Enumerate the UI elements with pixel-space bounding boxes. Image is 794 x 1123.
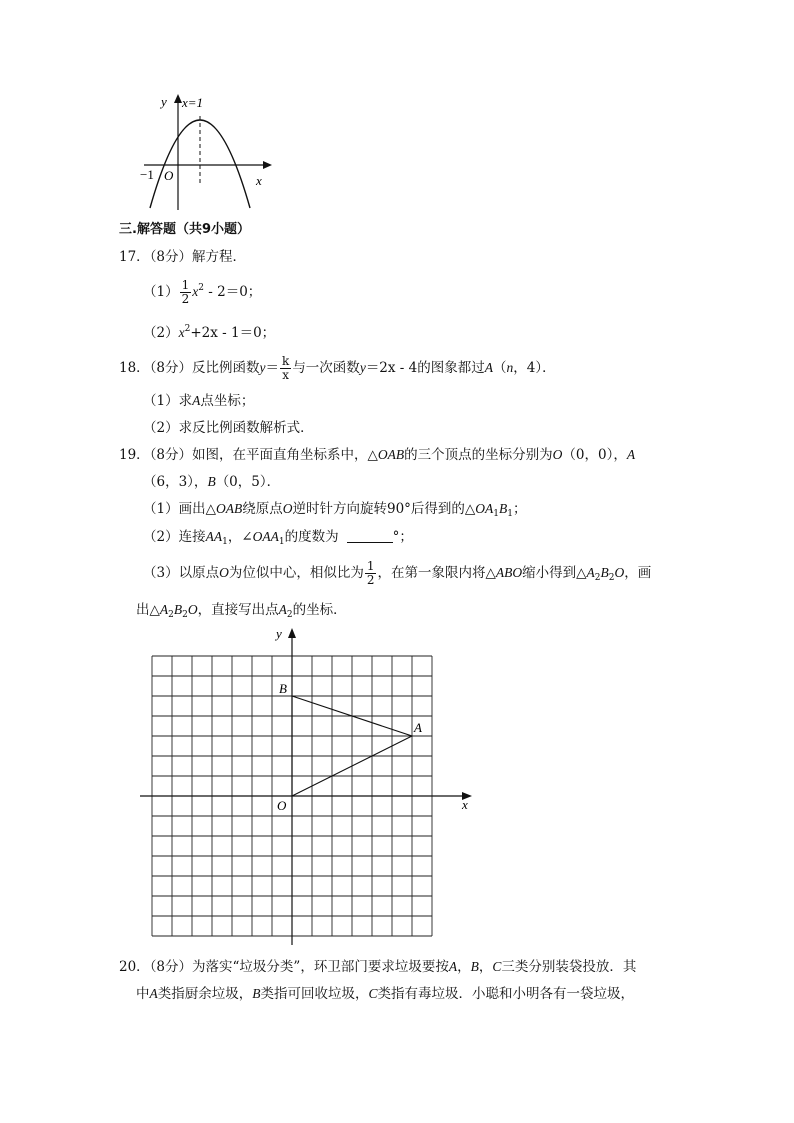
parabola-x-label: x bbox=[256, 173, 262, 188]
q17-p1-exp: 2 bbox=[198, 283, 204, 293]
q19-p3-sub2: 2 bbox=[608, 573, 615, 583]
q19-p3b-sub3: 2 bbox=[286, 610, 293, 620]
q20-l1-c: ， bbox=[478, 959, 493, 975]
q19-p3b-sub1: 2 bbox=[168, 610, 174, 620]
q17-part1 bbox=[143, 279, 261, 306]
grid-point-a-label: A bbox=[414, 720, 422, 735]
q19-p3-b: 为位似中心，相似比为 bbox=[228, 565, 364, 581]
q19-l1-a-point: A bbox=[626, 447, 636, 462]
q19-p1-o: O bbox=[282, 501, 293, 516]
q19-l2-a: （6，3）， bbox=[143, 474, 208, 490]
q19-p3-d: 缩小得到△ bbox=[522, 565, 587, 581]
section-title: 三.解答题（共9小题） bbox=[119, 222, 250, 237]
q17-p1-rest: - 2＝0； bbox=[203, 284, 262, 300]
q18-eq: ＝ bbox=[265, 360, 280, 376]
q17-p1-frac-num: 1 bbox=[181, 278, 190, 292]
q20-number: 20． bbox=[119, 959, 150, 975]
parabola-y-label: y bbox=[161, 94, 167, 109]
q17-p2-var: x bbox=[178, 325, 185, 340]
q18-text-d: （ bbox=[493, 360, 507, 376]
q20-l1-a: 为落实“垃圾分类”，环卫部门要求垃圾要按 bbox=[192, 959, 449, 975]
q19-score: （8分） bbox=[149, 447, 193, 463]
q20-l1-b: ， bbox=[457, 959, 471, 975]
q17-p1-fraction bbox=[180, 279, 192, 306]
q18-p1-rest: 点坐标； bbox=[200, 393, 255, 409]
q19-stem-line1 bbox=[119, 446, 635, 464]
q20-l1-b-cat: B bbox=[470, 959, 479, 974]
q17-number: 17． bbox=[119, 249, 150, 265]
q20-l2-a-cat: A bbox=[149, 986, 158, 1001]
q19-p3b-a-point: A bbox=[278, 602, 287, 617]
q19-p3-a2: A bbox=[586, 565, 595, 580]
q18-frac-num: k bbox=[282, 354, 290, 368]
q19-p1-a: （1）画出△ bbox=[143, 501, 216, 517]
q19-p3-frac-den: 2 bbox=[366, 573, 375, 587]
q19-l1-o: O bbox=[552, 447, 563, 462]
q18-p1-a: A bbox=[192, 393, 201, 408]
q20-l1-d: 三类分别装袋投放．其 bbox=[501, 959, 637, 975]
q19-p1-b: 绕原点 bbox=[242, 501, 283, 517]
q17-p1-var: x bbox=[192, 284, 199, 299]
q19-part3 bbox=[143, 560, 651, 587]
q18-score: （8分） bbox=[149, 360, 193, 376]
q20-l2-d: 类指有毒垃圾．小聪和小明各有一袋垃圾， bbox=[377, 986, 635, 1002]
q19-l2-b: （0，5）． bbox=[215, 474, 281, 490]
q18-text-a: 反比例函数 bbox=[192, 360, 260, 376]
q20-l2-b-cat: B bbox=[252, 986, 261, 1001]
q18-p1-text: （1）求 bbox=[143, 393, 193, 409]
parabola-x-arrow bbox=[263, 161, 272, 169]
q19-p2-sub1: 1 bbox=[222, 537, 228, 547]
parabola-y-arrow bbox=[174, 94, 182, 103]
q19-p3-c: ，在第一象限内将△ bbox=[377, 565, 496, 581]
q19-p2-a: （2）连接 bbox=[143, 529, 206, 545]
q20-l1-c-cat: C bbox=[492, 959, 502, 974]
q19-l2-b-point: B bbox=[207, 474, 216, 489]
q19-p1-oa: OA bbox=[475, 501, 494, 516]
q18-var-y2: y bbox=[359, 360, 366, 375]
q19-number: 19． bbox=[119, 447, 150, 463]
q19-p1-c: 逆时针方向旋转90°后得到的△ bbox=[292, 501, 476, 517]
q20-l1-a-cat: A bbox=[448, 959, 458, 974]
grid-y-label: y bbox=[276, 626, 282, 641]
parabola-origin-label: O bbox=[164, 168, 174, 183]
q19-p2-aa: AA bbox=[205, 529, 223, 544]
q17-p1-label: （1） bbox=[143, 284, 179, 300]
q18-number: 18． bbox=[119, 360, 150, 376]
q19-p3-fraction bbox=[365, 560, 377, 587]
q20-stem-line2 bbox=[136, 985, 634, 1003]
q19-p2-c: 的度数为 bbox=[284, 529, 339, 545]
q19-l1-a: 如图，在平面直角坐标系中，△ bbox=[192, 447, 378, 463]
q19-p1-oab: OAB bbox=[215, 501, 243, 516]
q20-l2-c-cat: C bbox=[368, 986, 378, 1001]
grid-x-label: x bbox=[462, 797, 468, 812]
q17-p2-label: （2） bbox=[143, 325, 179, 341]
q18-var-n: n bbox=[506, 360, 514, 375]
q19-p3-frac-num: 1 bbox=[366, 559, 375, 573]
q18-fraction bbox=[280, 355, 291, 382]
q20-l2-a: 中 bbox=[136, 986, 150, 1002]
q19-l1-oab: OAB bbox=[377, 447, 405, 462]
q19-p3-b2: B bbox=[600, 565, 609, 580]
q20-stem-line1 bbox=[119, 958, 636, 976]
q18-point-a: A bbox=[484, 360, 493, 375]
q17-p2-rest: +2x - 1＝0； bbox=[190, 325, 276, 341]
q18-part1 bbox=[143, 392, 254, 410]
grid-point-b-label: B bbox=[279, 681, 287, 696]
q17-part2 bbox=[143, 320, 275, 342]
parabola-figure bbox=[140, 90, 280, 215]
q19-p3-a: （3）以原点 bbox=[143, 565, 220, 581]
coordinate-grid-figure bbox=[140, 620, 480, 950]
q19-p1-b-point: B bbox=[499, 501, 508, 516]
q19-p3-e: ，画 bbox=[624, 565, 652, 581]
q17-stem bbox=[119, 248, 246, 266]
q18-text-c: ＝2x - 4的图象都过 bbox=[365, 360, 485, 376]
q19-p3b-b: ，直接写出点 bbox=[197, 602, 279, 618]
q19-p1-sub2: 1 bbox=[507, 509, 514, 519]
q19-p3b-a: 出△ bbox=[136, 602, 160, 618]
q18-part2: （2）求反比例函数解析式． bbox=[143, 420, 314, 436]
q17-p2-exp: 2 bbox=[184, 324, 191, 334]
q19-p3b-b2: B bbox=[173, 602, 183, 617]
q18-var-y: y bbox=[259, 360, 266, 375]
q17-score: （8分） bbox=[149, 249, 193, 265]
parabola-left-root-label: −1 bbox=[140, 167, 154, 182]
q19-p2-oaa: OAA bbox=[252, 529, 279, 544]
q19-stem-line2 bbox=[143, 473, 280, 491]
q19-p1-d: ； bbox=[513, 501, 527, 517]
q18-frac-den: x bbox=[282, 368, 290, 382]
q18-text-b: 与一次函数 bbox=[292, 360, 360, 376]
q20-l2-c: 类指可回收垃圾， bbox=[260, 986, 369, 1002]
q19-p3b-sub2: 2 bbox=[182, 610, 188, 620]
q20-l2-b: 类指厨余垃圾， bbox=[157, 986, 253, 1002]
q19-p3b-c: 的坐标． bbox=[292, 602, 347, 618]
q19-p2-sub2: 1 bbox=[278, 537, 285, 547]
q17-p1-frac-den: 2 bbox=[181, 292, 190, 306]
q19-p3-o: O bbox=[219, 565, 229, 580]
q17-text: 解方程． bbox=[192, 249, 247, 265]
grid-y-arrow bbox=[288, 628, 296, 638]
grid-origin-label: O bbox=[277, 798, 287, 813]
q19-p3-o2: O bbox=[614, 565, 625, 580]
q19-p1-sub1: 1 bbox=[493, 509, 500, 519]
q19-part2 bbox=[143, 528, 413, 551]
q19-answer-blank[interactable] bbox=[347, 530, 393, 543]
q18-stem bbox=[119, 355, 556, 382]
q18-text-e: ，4）． bbox=[513, 360, 556, 376]
q19-p3-abo: ABO bbox=[495, 565, 523, 580]
q19-p3b-a2: A bbox=[159, 602, 169, 617]
q19-p2-b: ，∠ bbox=[227, 529, 253, 545]
q19-p3b-o2: O bbox=[187, 602, 198, 617]
q19-part1 bbox=[143, 500, 527, 523]
q20-score: （8分） bbox=[149, 959, 193, 975]
parabola-axis-eq-label: x=1 bbox=[182, 95, 204, 110]
q19-p3-sub1: 2 bbox=[594, 573, 601, 583]
q19-l1-b: 的三个顶点的坐标分别为 bbox=[404, 447, 553, 463]
q19-p2-d: °； bbox=[392, 529, 413, 545]
q19-l1-c: （0，0）， bbox=[562, 447, 627, 463]
